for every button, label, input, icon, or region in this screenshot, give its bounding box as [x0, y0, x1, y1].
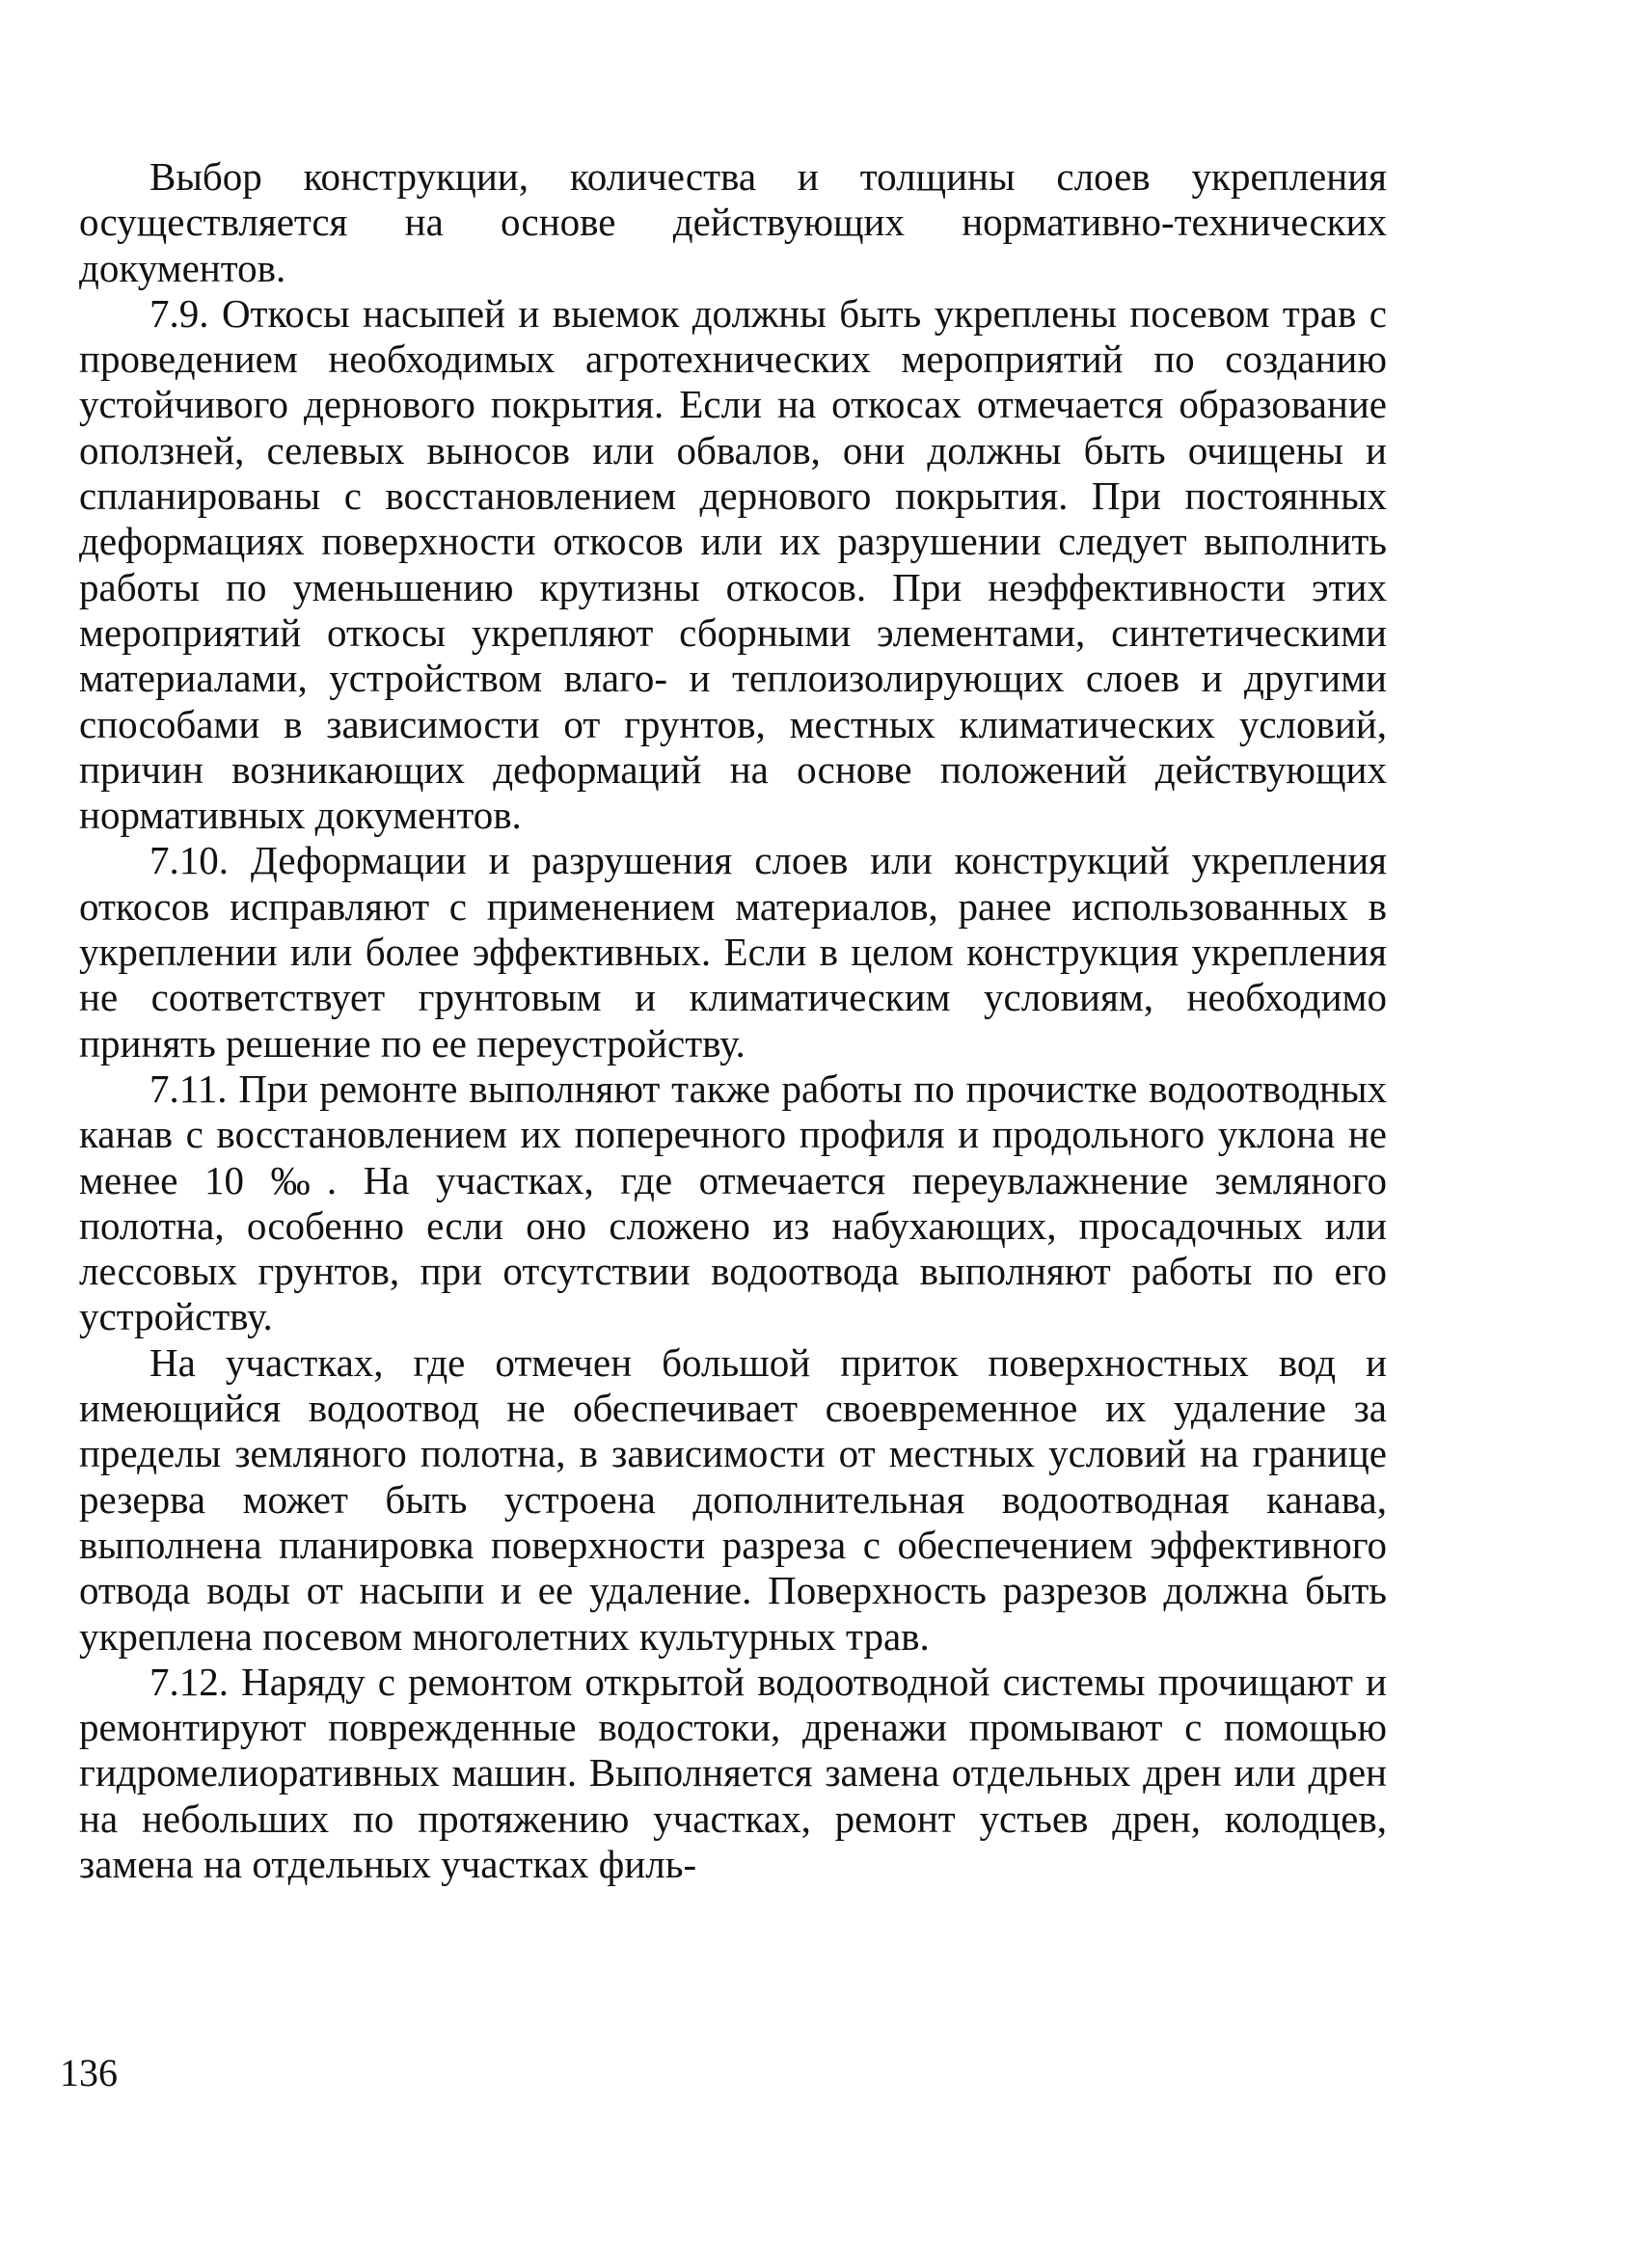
- paragraph-7-9: 7.9. Откосы насыпей и выемок должны быть укреплены посевом трав с проведением необходимых агротехнических мероприятий по созданию устойчивого дернового покрытия. Если на откосах отмечается образование оползней, селевых выносов или обвалов, они должны быть очищены и спланированы с восстановлением дернового покрытия. При постоянных деформациях поверхности откосов или их разрушении следует выполнить работы по уменьшению крутизны откосов. При неэффективности этих мероприятий откосы укрепляют сборными элементами, синтетическими материалами, устройством влаго- и теплоизолирующих слоев и другими способами в зависимости от грунтов, местных климатических условий, причин возникающих деформаций на основе положений действующих нормативных документов.: [79, 290, 1387, 838]
- paragraph-drainage-areas: На участках, где отмечен большой приток поверхностных вод и имеющийся водоотвод не обеспечивает своевременное их удаление за пределы земляного полотна, в зависимости от местных условий на границе резерва может быть устроена дополнительная водоотводная канава, выполнена планировка поверхности разреза с обеспечением эффективного отвода воды от насыпи и ее удаление. Поверхность разрезов должна быть укреплена посевом многолетних культурных трав.: [79, 1339, 1387, 1659]
- body-text: [79, 154, 1387, 1887]
- page-number: 136: [60, 2051, 118, 2094]
- paragraph-7-10: 7.10. Деформации и разрушения слоев или конструкций укрепления откосов исправляют с применением материалов, ранее использованных в укреплении или более эффективных. Если в целом конструкция укрепления не соответствует грунтовым и климатическим условиям, необходимо принять решение по ее переустройству.: [79, 838, 1387, 1066]
- paragraph-selection-of-design: Выбор конструкции, количества и толщины слоев укрепления осуществляется на основе действующих нормативно-технических документов.: [79, 154, 1387, 290]
- paragraph-7-11: 7.11. При ремонте выполняют также работы по прочистке водоотводных канав с восстановлением их поперечного профиля и продольного уклона не менее 10 ‰. На участках, где отмечается переувлажнение земляного полотна, особенно если оно сложено из набухающих, просадочных или лессовых грунтов, при отсутствии водоотвода выполняют работы по его устройству.: [79, 1066, 1387, 1339]
- paragraph-7-12: 7.12. Наряду с ремонтом открытой водоотводной системы прочищают и ремонтируют поврежденные водостоки, дренажи промывают с помощью гидромелиоративных машин. Выполняется замена отдельных дрен или дрен на небольших по протяжению участках, ремонт устьев дрен, колодцев, замена на отдельных участках филь-: [79, 1659, 1387, 1886]
